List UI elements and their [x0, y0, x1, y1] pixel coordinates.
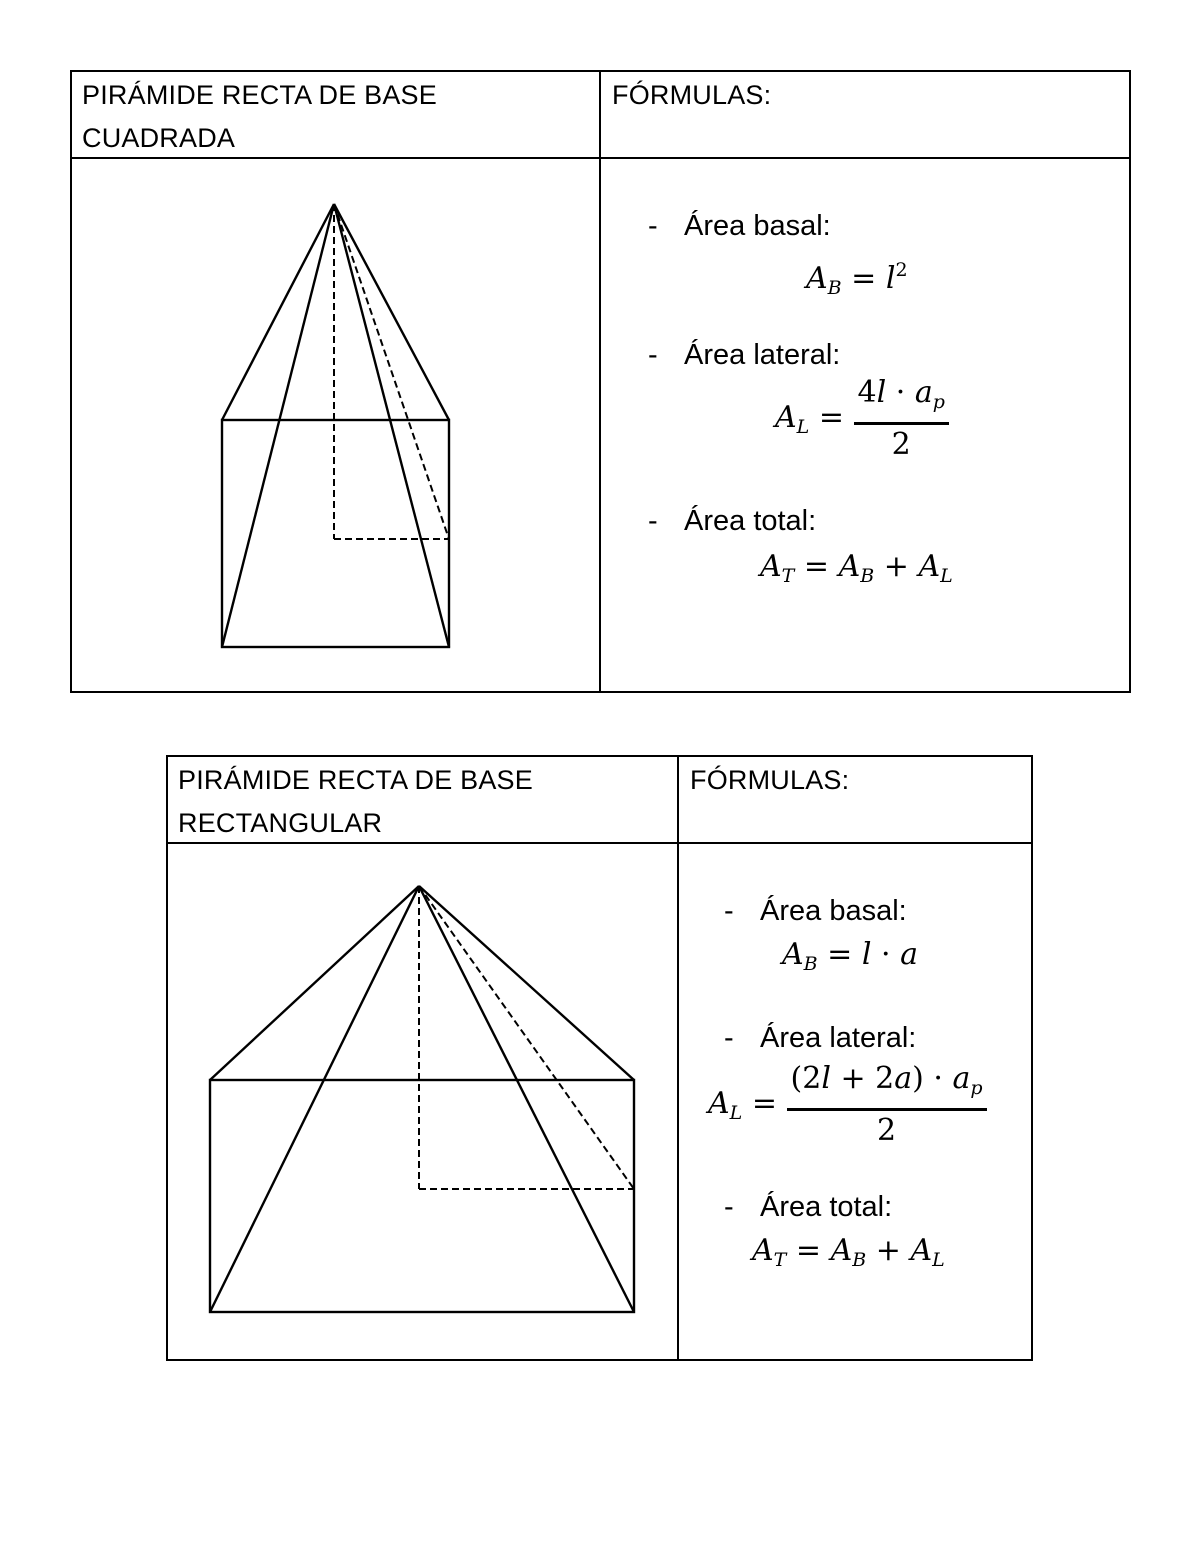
eq-fraction: [854, 375, 949, 463]
formula-label-lateral: Área lateral:: [760, 1022, 917, 1054]
eq-symbol: A: [752, 1233, 774, 1268]
eq-subscript: L: [932, 1249, 945, 1271]
eq-denominator: 2: [891, 427, 911, 462]
eq-exponent: 2: [895, 259, 908, 281]
eq-side-l: l: [876, 375, 887, 410]
eq-subscript: p: [932, 391, 945, 413]
eq-equals: =: [786, 1233, 831, 1268]
eq-subscript: B: [827, 277, 842, 299]
eq-fraction: [787, 1061, 987, 1149]
formulas-header: FÓRMULAS:: [612, 80, 772, 110]
eq-numerator: [854, 375, 949, 425]
eq-apothem: a: [952, 1061, 971, 1096]
eq-equals: =: [742, 1086, 787, 1121]
eq-plus: +: [830, 1061, 876, 1096]
eq-numerator: [787, 1061, 987, 1111]
eq-symbol: A: [775, 400, 797, 435]
formula-item-total: [648, 504, 816, 538]
formula-label-total: Área total:: [760, 1191, 893, 1223]
eq-subscript: B: [852, 1249, 867, 1271]
pyramid-edge-right-front: [334, 204, 449, 647]
formula-label-lateral: Área lateral:: [684, 339, 841, 371]
pyramid-apothem-dashed: [419, 886, 634, 1189]
eq-symbol: A: [910, 1233, 933, 1268]
eq-equals: =: [809, 400, 854, 435]
formula-item-lateral: [648, 338, 840, 372]
eq-symbol: A: [760, 549, 782, 584]
formula-item-basal: [648, 209, 831, 243]
eq-side-l: l: [861, 937, 872, 972]
eq-subscript: B: [803, 953, 818, 975]
eq-plus: +: [866, 1233, 911, 1268]
eq-dot: ·: [886, 375, 915, 410]
square-pyramid-figure: [72, 72, 599, 692]
eq-symbol: A: [708, 1086, 730, 1121]
bullet-dash: -: [648, 339, 658, 371]
eq-paren-open: (: [790, 1061, 803, 1096]
pyramid-edge-left-front: [210, 886, 419, 1312]
eq-coefficient: 2: [875, 1061, 895, 1096]
pyramid-edge-left-back: [222, 204, 334, 420]
pyramid-apothem-dashed: [334, 204, 449, 539]
bullet-dash: -: [648, 210, 658, 242]
equation-area-lateral: [775, 375, 949, 463]
eq-subscript: T: [781, 565, 795, 587]
rectangular-pyramid-figure: [168, 757, 677, 1360]
table-title-line2: RECTANGULAR: [178, 808, 383, 838]
eq-side-a: a: [894, 1061, 913, 1096]
formula-label-total: Área total:: [684, 505, 817, 537]
eq-subscript: L: [796, 416, 810, 438]
table-square-pyramid: [70, 70, 1131, 693]
eq-equals: =: [817, 937, 862, 972]
eq-coefficient: 4: [857, 375, 877, 410]
equation-area-basal: [806, 252, 908, 306]
eq-dot: ·: [923, 1061, 953, 1096]
table-title-line1: PIRÁMIDE RECTA DE BASE: [178, 765, 533, 795]
eq-plus: +: [874, 549, 919, 584]
eq-equals: =: [841, 261, 886, 296]
eq-symbol: A: [918, 549, 941, 584]
pyramid-edge-right-back: [419, 886, 634, 1080]
eq-side-a: a: [900, 937, 918, 972]
eq-subscript: p: [970, 1077, 983, 1099]
bullet-dash: -: [648, 505, 658, 537]
formula-item-basal: [724, 894, 907, 928]
formula-item-total: [724, 1190, 892, 1224]
formula-label-basal: Área basal:: [760, 895, 907, 927]
eq-equals: =: [794, 549, 839, 584]
eq-side-l: l: [885, 261, 896, 296]
eq-denominator: 2: [876, 1113, 897, 1148]
eq-subscript: B: [860, 565, 875, 587]
square-pyramid-svg: [72, 72, 599, 692]
equation-area-basal: [782, 937, 918, 982]
pyramid-edge-right-back: [334, 204, 449, 420]
eq-subscript: L: [729, 1102, 743, 1124]
eq-side-l: l: [821, 1061, 831, 1096]
pyramid-edge-right-front: [419, 886, 634, 1312]
eq-coefficient: 2: [802, 1061, 822, 1096]
bullet-dash: -: [724, 1022, 734, 1054]
table-rectangular-pyramid: [166, 755, 1033, 1361]
table-title-line2: CUADRADA: [82, 123, 236, 153]
eq-symbol: A: [782, 937, 804, 972]
column-divider: [599, 72, 601, 691]
pyramid-edge-left-back: [210, 886, 419, 1080]
eq-paren-close: ): [912, 1061, 924, 1096]
eq-symbol: A: [838, 549, 861, 584]
eq-symbol: A: [806, 261, 828, 296]
rectangular-pyramid-svg: [168, 757, 677, 1360]
formula-label-basal: Área basal:: [684, 210, 831, 242]
eq-subscript: L: [940, 565, 953, 587]
pyramid-base-square: [222, 420, 449, 647]
bullet-dash: -: [724, 895, 734, 927]
bullet-dash: -: [724, 1191, 734, 1223]
formula-item-lateral: [724, 1021, 916, 1055]
table-title-line1: PIRÁMIDE RECTA DE BASE: [82, 80, 437, 110]
pyramid-edge-left-front: [222, 204, 334, 647]
formulas-header: FÓRMULAS:: [690, 765, 850, 795]
equation-area-total: [752, 1233, 945, 1278]
column-divider: [677, 757, 679, 1359]
equation-area-total: [760, 549, 953, 594]
eq-symbol: A: [830, 1233, 853, 1268]
equation-area-lateral: [708, 1061, 987, 1149]
eq-dot: ·: [871, 937, 901, 972]
eq-apothem: a: [914, 375, 933, 410]
eq-subscript: T: [773, 1249, 787, 1271]
pyramid-base-rectangle: [210, 1080, 634, 1312]
